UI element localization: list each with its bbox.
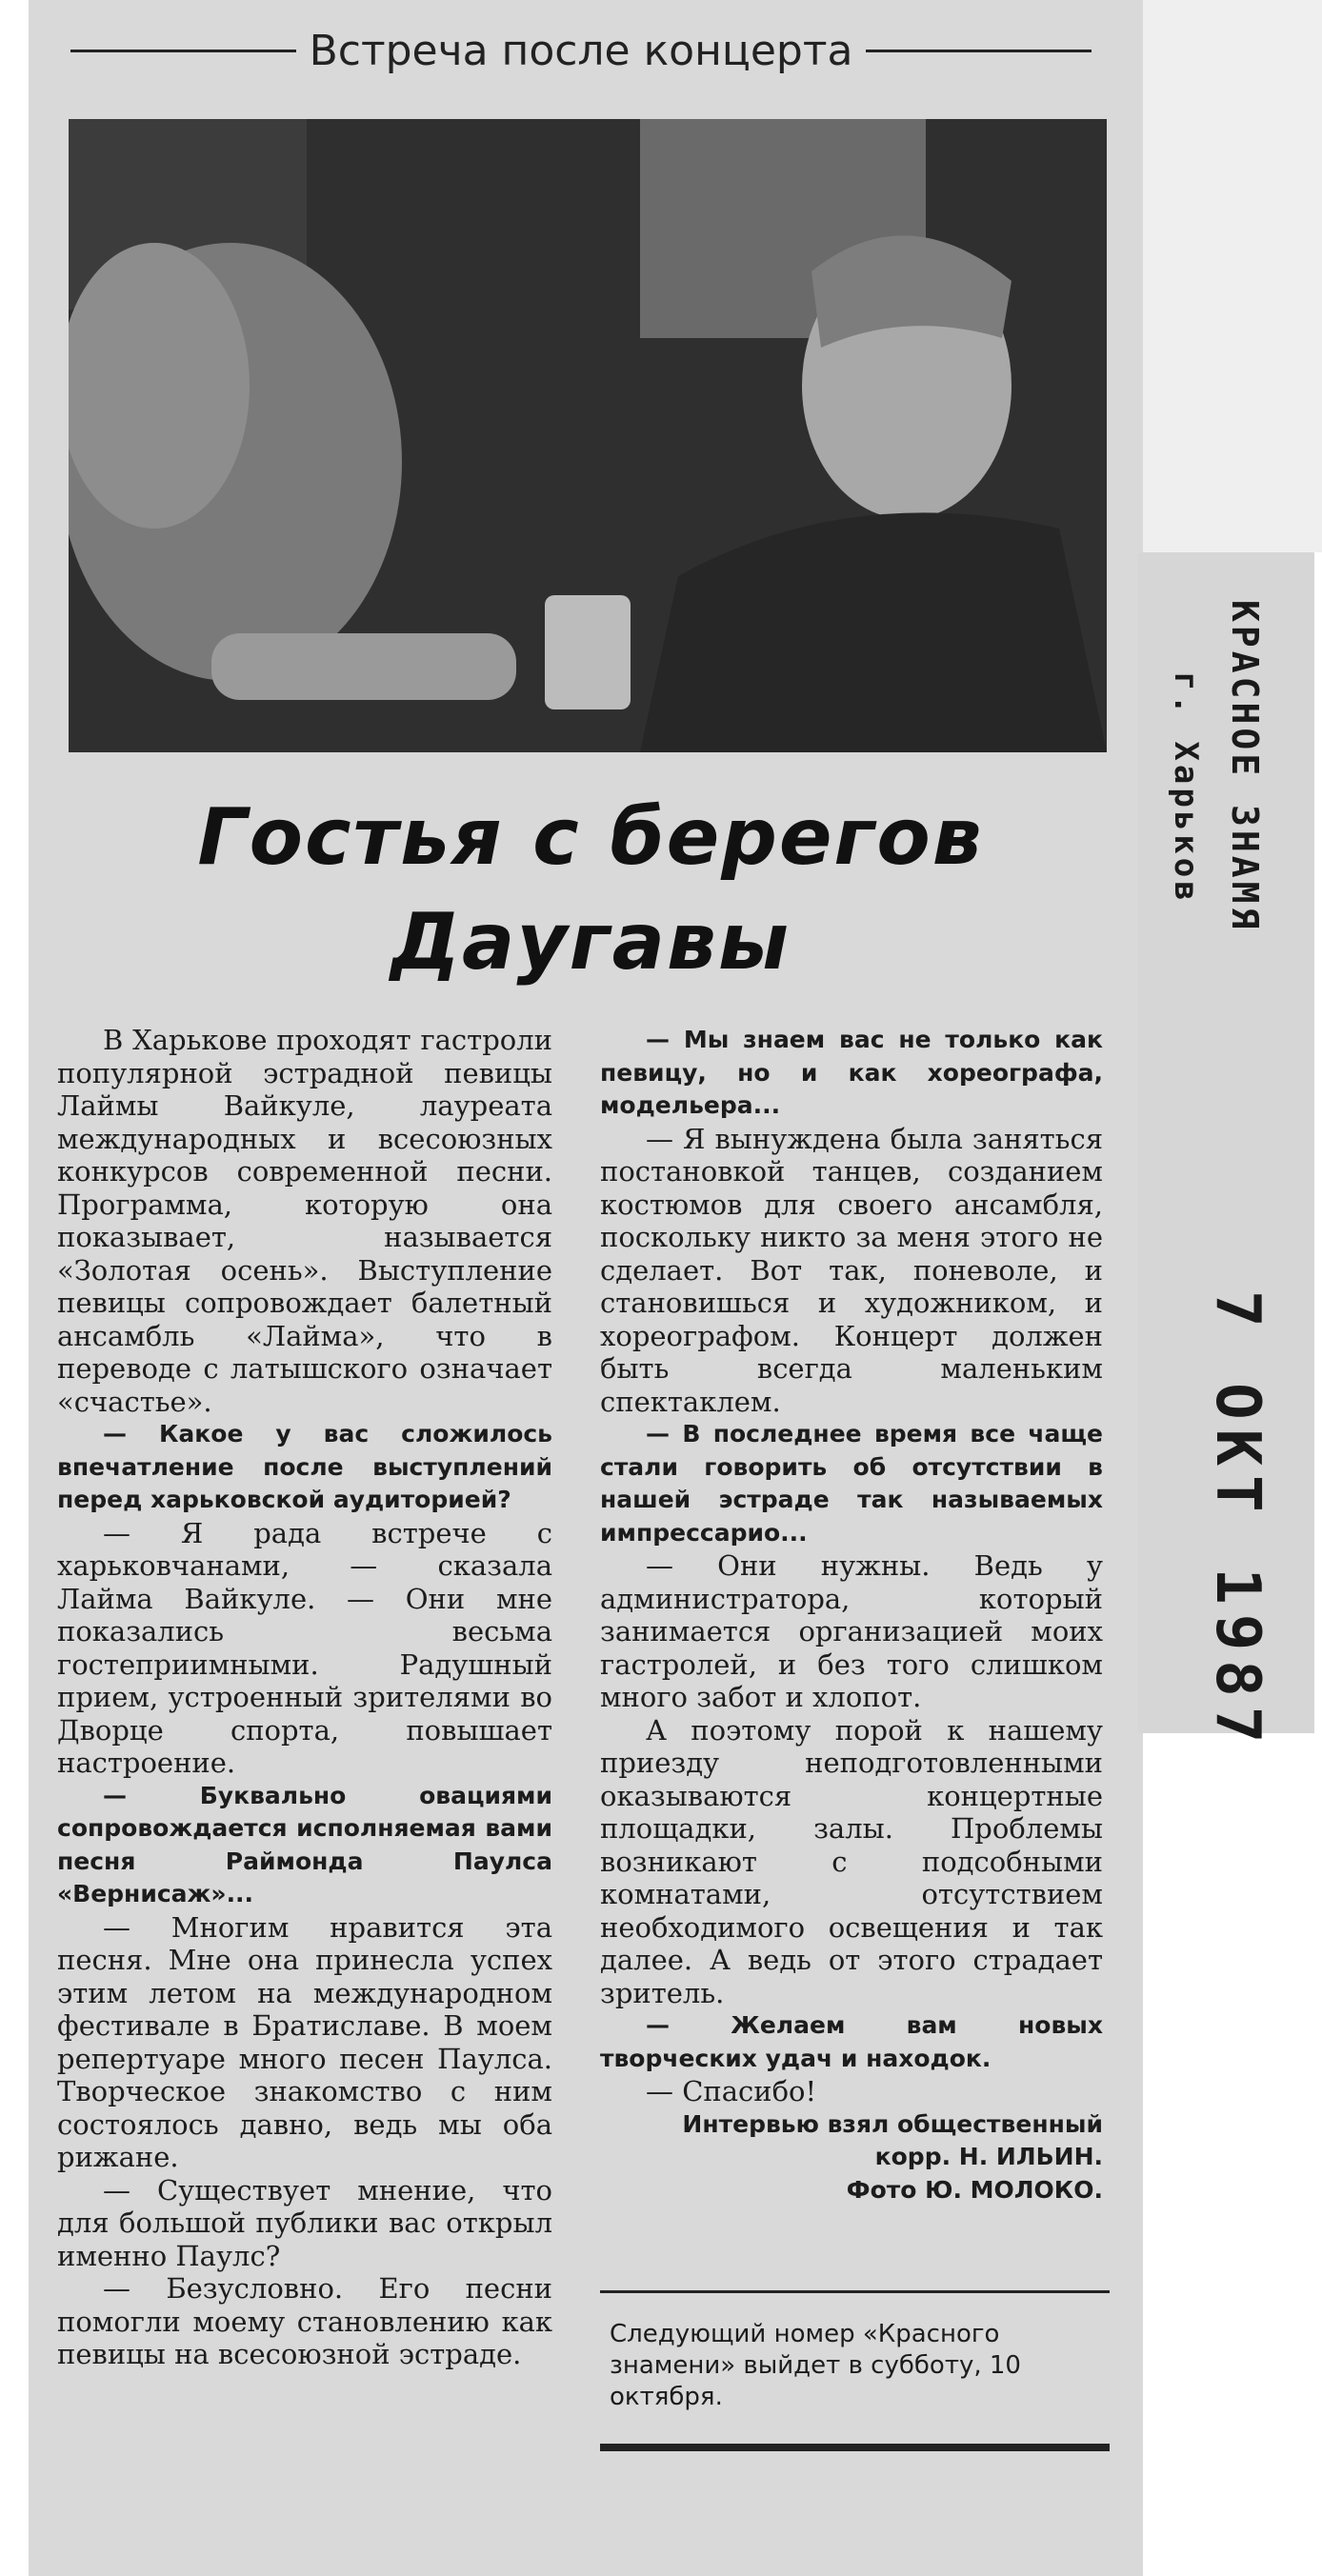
newspaper-city-stamp: г. Харьков	[1167, 671, 1205, 905]
answer-3: — Безусловно. Его песни помогли моему становлению как певицы на всесоюзной эстраде.	[57, 2272, 552, 2370]
rubric-title: Встреча после концерта	[309, 26, 853, 75]
byline-photo: Фото Ю. МОЛОКО.	[846, 2175, 1103, 2204]
lead-paragraph: В Харькове проходят гастроли популярной эстрадной певицы Лаймы Вайкуле, лауреата международных и всесоюзных конкурсов современной песни. Программа, которую она показывает, называется «Золотая осень». Выступление певицы сопровождает балетный ансамбль «Лайма», что в переводе с латышского означает «счастье».	[57, 1024, 552, 1418]
footnote-rule-bottom	[600, 2444, 1110, 2451]
rubric-rule-left	[70, 50, 296, 52]
background-margin	[1138, 0, 1322, 552]
byline	[600, 2108, 1103, 2207]
question-5: — В последнее время все чаще стали говорить об отсутствии в нашей эстраде так называемых импрессарио...	[600, 1420, 1103, 1547]
date-stamp: 7 ОКТ 1987	[1202, 1290, 1272, 1753]
byline-author: Интервью взял общественный корр. Н. ИЛЬИН.	[682, 2109, 1103, 2170]
headline-line-2: Даугавы	[390, 897, 791, 988]
footnote-rule-top	[600, 2290, 1110, 2293]
answer-4: — Я вынуждена была заняться постановкой танцев, созданием костюмов для своего ансамбля, поскольку никто за меня этого не сделает. Вот так, поневоле, и становишься и художником, и хореографом. Концерт должен быть всегда маленьким спектаклем.	[600, 1122, 1103, 1418]
article-column-right	[600, 1024, 1103, 2207]
rubric-rule-right	[866, 50, 1092, 52]
next-issue-note: Следующий номер «Красного знамени» выйдет в субботу, 10 октября.	[610, 2320, 1021, 2411]
question-2: — Буквально овациями сопровождается исполняемая вами песня Раймонда Паулса «Вернисаж»...	[57, 1781, 552, 1907]
question-3: — Существует мнение, что для большой публики вас открыл именно Паулс?	[57, 2173, 552, 2272]
closing-thanks: — Спасибо!	[646, 2075, 817, 2107]
answer-2: — Многим нравится эта песня. Мне она принесла успех этим летом на международном фестивале в Братиславе. В моем репертуаре много песен Паулса. Творческое знакомство с ним состоялось давно, ведь мы оба рижане.	[57, 1910, 552, 2173]
article-column-left	[57, 1024, 552, 2371]
question-4: — Мы знаем вас не только как певицу, но и как хореографа, модельера...	[600, 1026, 1103, 1119]
headline-line-1: Гостья с берегов	[197, 792, 984, 883]
closing-wish: — Желаем вам новых творческих удач и находок.	[600, 2011, 1103, 2072]
question-1: — Какое у вас сложилось впечатление после выступлений перед харьковской аудиторией?	[57, 1420, 552, 1513]
newspaper-name-stamp: КРАСНОЕ ЗНАМЯ	[1224, 600, 1266, 933]
answer-5: — Они нужны. Ведь у администратора, который занимается организацией моих гастролей, и без того слишком много забот и хлопот.	[600, 1549, 1103, 1713]
section-rubric	[57, 17, 1105, 84]
interview-photo	[69, 119, 1107, 752]
headline	[76, 786, 1105, 995]
answer-1: — Я рада встрече с харьковчанами, — сказала Лайма Вайкуле. — Они мне показались весьма гостеприимными. Радушный прием, устроенный зрителями во Дворце спорта, повышает настроение.	[57, 1516, 552, 1779]
answer-5-continued: А поэтому порой к нашему приезду неподготовленными оказываются концертные площадки, залы. Проблемы возникают с подсобными комнатами, отсутствием необходимого освещения и так далее. А ведь от этого страдает зритель.	[600, 1713, 1103, 2009]
